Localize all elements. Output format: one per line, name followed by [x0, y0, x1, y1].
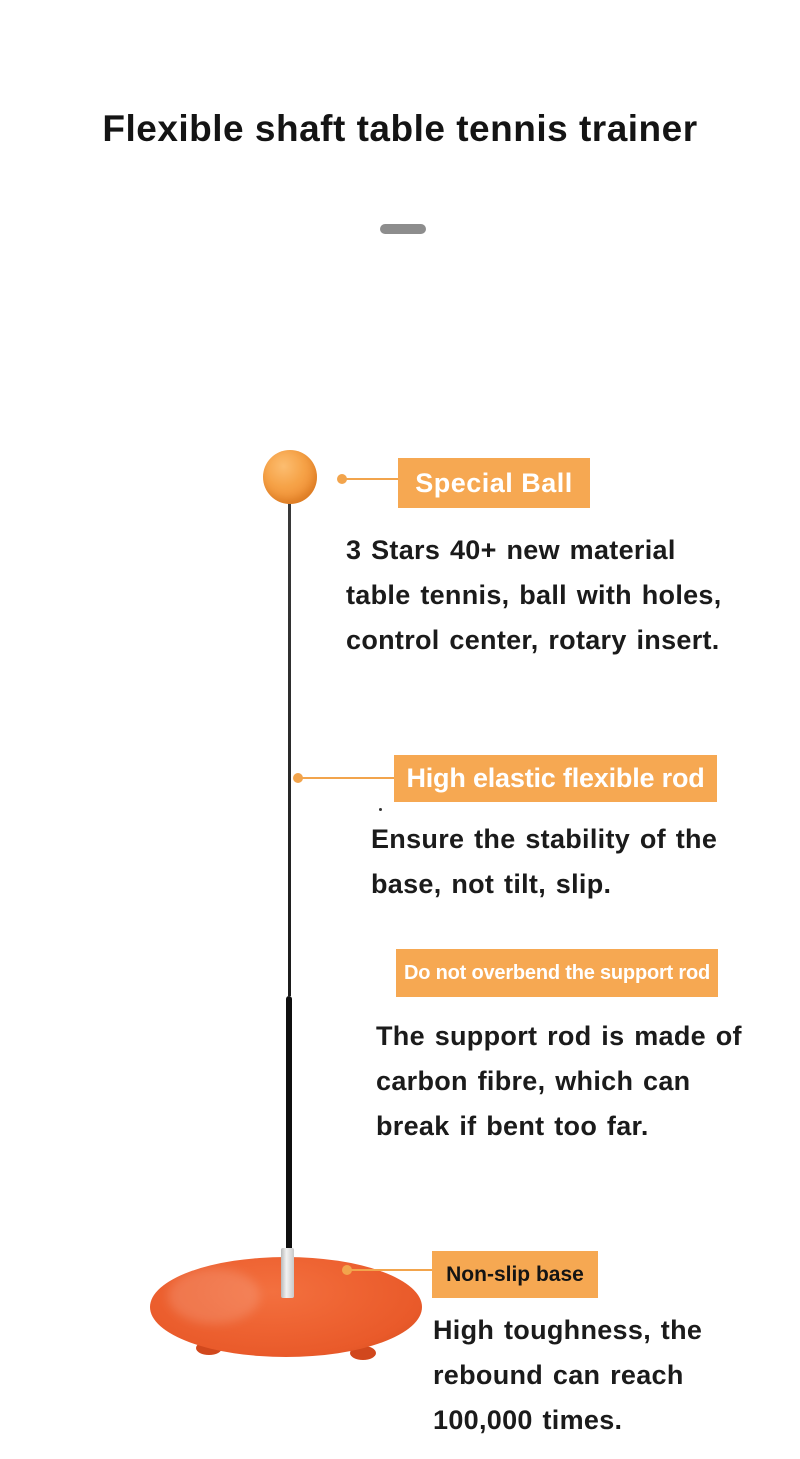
callout-line-base [350, 1269, 432, 1271]
callout-line-ball [345, 478, 400, 480]
text-line: rebound can reach [433, 1360, 684, 1390]
text-line: table tennis, ball with holes, [346, 580, 722, 610]
description-flexible-rod [371, 817, 717, 907]
stray-dot-artifact [379, 808, 382, 811]
flexible-rod [288, 500, 291, 996]
text-line: 3 Stars 40+ new material [346, 535, 676, 565]
callout-label-overbend-warning: Do not overbend the support rod [396, 949, 718, 997]
text-line: break if bent too far. [376, 1111, 649, 1141]
base-highlight [168, 1268, 260, 1324]
callout-label-special-ball: Special Ball [398, 458, 590, 508]
callout-line-rod [301, 777, 396, 779]
title-divider-dash [380, 224, 426, 234]
page-title: Flexible shaft table tennis trainer [102, 108, 698, 149]
callout-label-non-slip-base: Non-slip base [432, 1251, 598, 1298]
rod-sleeve [281, 1248, 294, 1298]
text-line: base, not tilt, slip. [371, 869, 612, 899]
support-rod [286, 996, 292, 1250]
description-special-ball [346, 528, 722, 663]
text-line: The support rod is made of [376, 1021, 742, 1051]
text-line: Ensure the stability of the [371, 824, 718, 854]
callout-label-flexible-rod: High elastic flexible rod [394, 755, 717, 802]
description-non-slip-base [433, 1308, 702, 1443]
text-line: carbon fibre, which can [376, 1066, 691, 1096]
table-tennis-ball [263, 450, 317, 504]
text-line: High toughness, the [433, 1315, 703, 1345]
text-line: control center, rotary insert. [346, 625, 720, 655]
text-line: 100,000 times. [433, 1405, 623, 1435]
description-support-rod [376, 1014, 742, 1149]
